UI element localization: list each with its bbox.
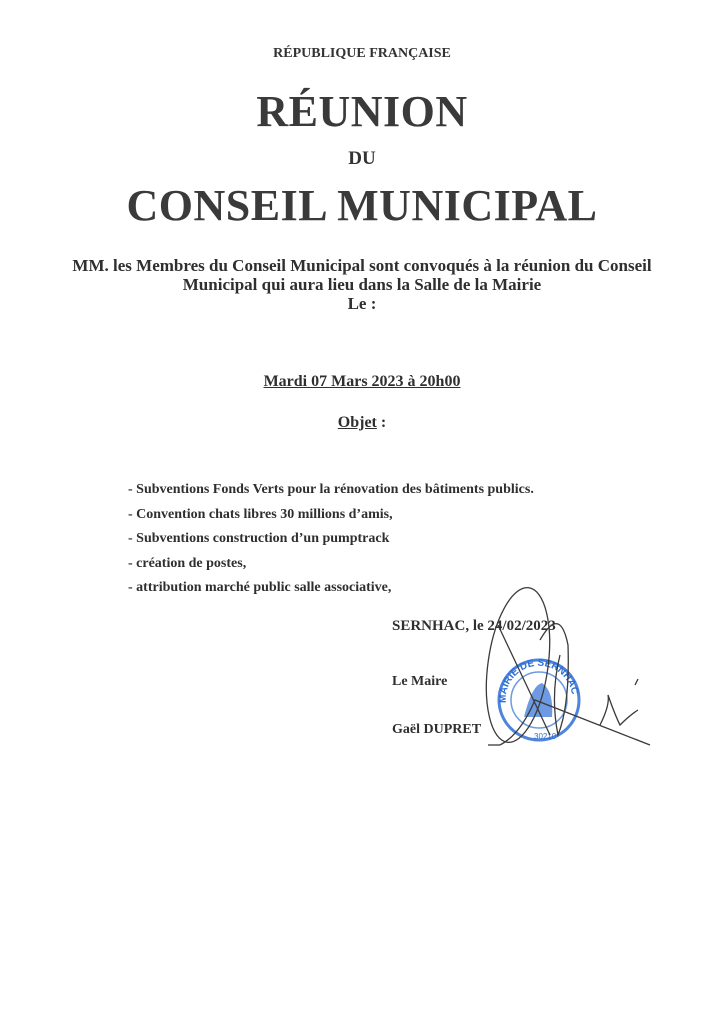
agenda-list (128, 480, 534, 603)
agenda-item: - Convention chats libres 30 millions d’amis, (128, 506, 393, 522)
intro-line-1: MM. les Membres du Conseil Municipal sont convoqués à la réunion du Conseil (72, 256, 652, 275)
convocation-intro (0, 256, 724, 313)
republic-header: RÉPUBLIQUE FRANÇAISE (273, 46, 451, 61)
agenda-item: - attribution marché public salle associative, (128, 580, 392, 595)
agenda-item: - Subventions construction d’un pumptrack (128, 531, 390, 546)
meeting-date: Mardi 07 Mars 2023 à 20h00 (263, 373, 461, 390)
intro-line-3: Le : (347, 294, 377, 313)
title-reunion: RÉUNION (256, 87, 468, 136)
agenda-item: - création de postes, (128, 555, 247, 571)
stamp-text: MAIRIE DE SERNHAC (497, 657, 580, 704)
objet-heading (0, 414, 724, 432)
mairie-stamp-icon (494, 655, 584, 745)
title-conseil-municipal: CONSEIL MUNICIPAL (126, 181, 598, 230)
objet-colon: : (376, 414, 387, 431)
stamp-code: 30210 (534, 732, 557, 741)
objet-label: Objet (337, 414, 377, 431)
agenda-item: - Subventions Fonds Verts pour la rénovation des bâtiments publics. (128, 482, 534, 497)
signature-role: Le Maire (392, 674, 448, 689)
title-du: DU (348, 148, 376, 169)
intro-line-2: Municipal qui aura lieu dans la Salle de la Mairie (182, 275, 542, 294)
signature-place-date: SERNHAC, le 24/02/2023 (392, 618, 556, 634)
signature-name: Gaël DUPRET (392, 722, 482, 737)
